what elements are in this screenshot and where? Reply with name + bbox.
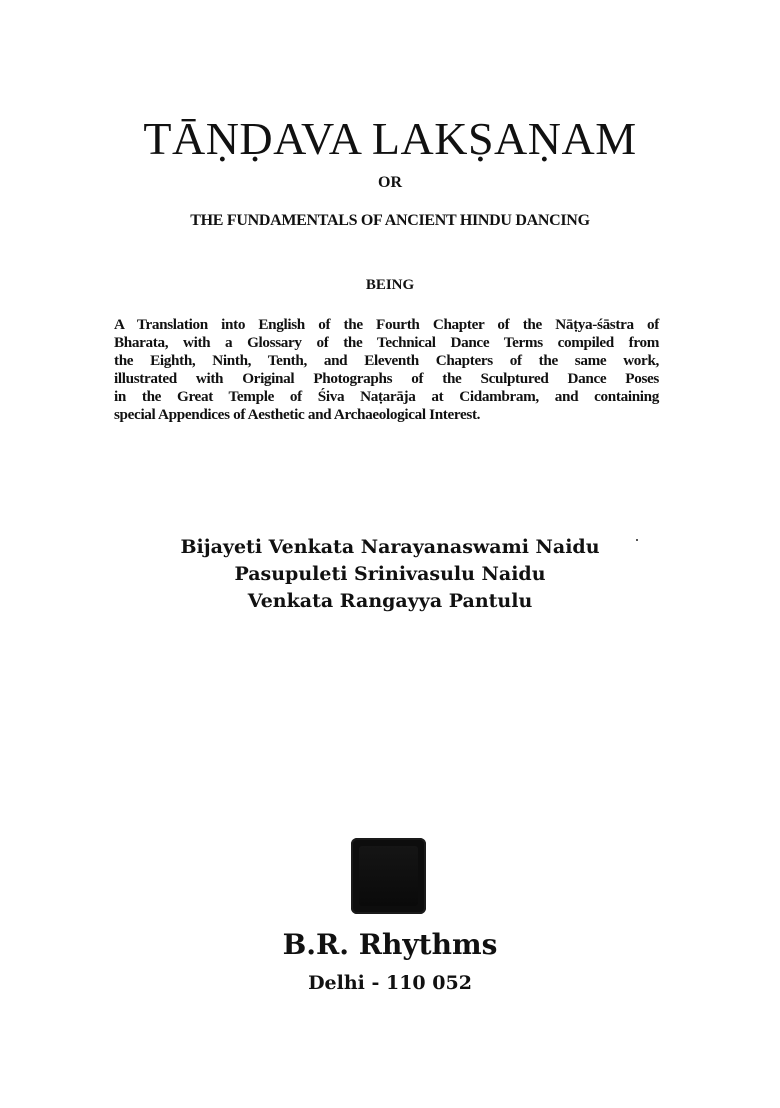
description-line: in the Great Temple of Śiva Naṭarāja at Cidambram, and containing — [114, 388, 659, 405]
author-name: Pasupuleti Srinivasulu Naidu — [234, 563, 546, 585]
being-label: BEING — [365, 277, 415, 293]
author-name: Bijayeti Venkata Narayanaswami Naidu — [180, 536, 600, 558]
publisher-name: B.R. Rhythms — [282, 928, 498, 961]
publisher-logo-inner — [359, 846, 418, 906]
description-line: A Translation into English of the Fourth Chapter of the Nāṭya-śāstra of — [114, 316, 659, 333]
book-title: TĀṆḌAVA LAKṢAṆAM — [143, 113, 637, 164]
description-paragraph — [114, 316, 659, 424]
publisher-city: Delhi - 110 052 — [308, 972, 472, 994]
description-line: Bharata, with a Glossary of the Technical Dance Terms compiled from — [114, 334, 659, 351]
author-list — [0, 534, 780, 615]
publisher-logo — [351, 838, 426, 914]
description-line: special Appendices of Aesthetic and Archaeological Interest. — [114, 406, 481, 423]
or-label: OR — [378, 174, 402, 191]
author-name: Venkata Rangayya Pantulu — [247, 590, 533, 612]
book-subtitle: THE FUNDAMENTALS OF ANCIENT HINDU DANCING — [190, 212, 590, 229]
description-line: the Eighth, Ninth, Tenth, and Eleventh Chapters of the same work, — [114, 352, 659, 369]
paper-speck — [636, 539, 638, 541]
description-line: illustrated with Original Photographs of the Sculptured Dance Poses — [114, 370, 659, 387]
